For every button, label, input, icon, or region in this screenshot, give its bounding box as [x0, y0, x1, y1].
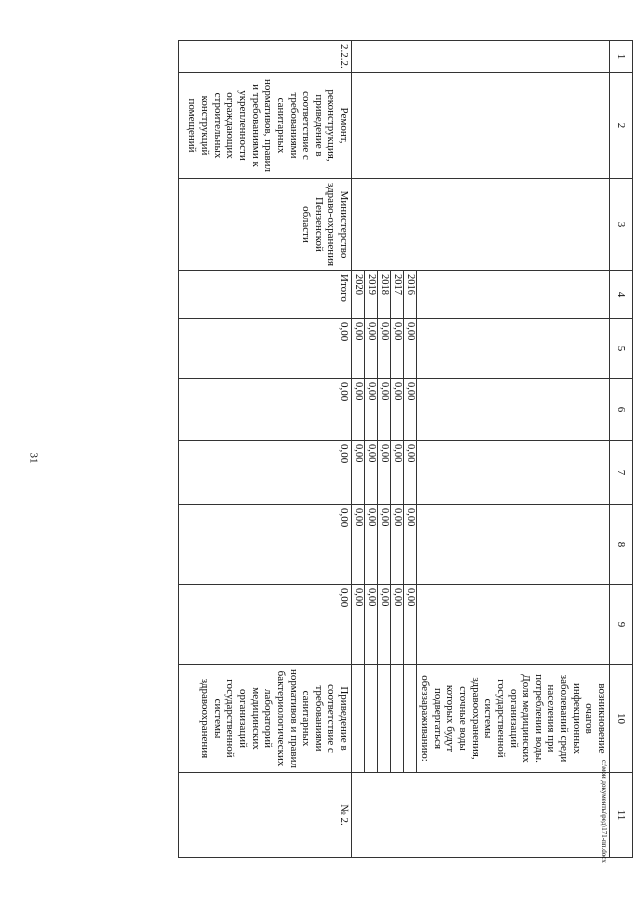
value-cell: 0,00 [365, 319, 378, 379]
empty-cell [417, 585, 610, 665]
result-description: Приведение в соответствие с требованиями санитарных нормативов и правил бактериологических лабораторий медицинских организаций государственной системы здравоохранения [179, 665, 352, 773]
header-cell: 10 [610, 665, 633, 773]
value-cell: 0,00 [378, 319, 391, 379]
empty-cell [352, 73, 610, 179]
value-cell: 0,00 [391, 319, 404, 379]
indicator-number: № 2. [179, 773, 352, 858]
value-cell: 0,00 [365, 585, 378, 665]
activity-name: Ремонт, реконструкция, приведение в соответствие с требованиями санитарных нормативов, правил и требованиями к укрепленности ограждающих строительных конструкций помещений [179, 73, 352, 179]
value-cell: 0,00 [352, 585, 365, 665]
total-label: Итого [179, 271, 352, 319]
value-cell: 0,00 [365, 505, 378, 585]
value-cell: 0,00 [404, 505, 417, 585]
value-cell: 0,00 [391, 441, 404, 505]
empty-cell [417, 319, 610, 379]
empty-cell [352, 41, 610, 73]
value-cell: 0,00 [179, 585, 352, 665]
year-cell: 2019 [365, 271, 378, 319]
empty-cell [365, 665, 378, 773]
value-cell: 0,00 [365, 441, 378, 505]
value-cell: 0,00 [352, 441, 365, 505]
value-cell: 0,00 [404, 319, 417, 379]
value-cell: 0,00 [404, 441, 417, 505]
year-cell: 2018 [378, 271, 391, 319]
year-cell: 2020 [352, 271, 365, 319]
empty-cell [352, 773, 610, 858]
empty-cell [417, 379, 610, 441]
header-cell: 3 [610, 179, 633, 271]
header-cell: 8 [610, 505, 633, 585]
value-cell: 0,00 [378, 585, 391, 665]
header-cell: 2 [610, 73, 633, 179]
header-cell: 1 [610, 41, 633, 73]
value-cell: 0,00 [179, 441, 352, 505]
table-row [179, 41, 352, 858]
result-description: возникновение очагов инфекционных заболеваний среди населения при потреблении воды. Доля медицинских организаций государственной системы здравоохранения, сточные воды которых будут подвергаться обеззараживанию: [417, 665, 610, 773]
value-cell: 0,00 [352, 379, 365, 441]
table-row [417, 41, 610, 858]
item-number: 2.2.2. [179, 41, 352, 73]
value-cell: 0,00 [378, 379, 391, 441]
rotated-table-wrapper [73, 40, 633, 857]
value-cell: 0,00 [352, 505, 365, 585]
header-cell: 7 [610, 441, 633, 505]
page-number: 31 [27, 452, 40, 464]
value-cell: 0,00 [391, 585, 404, 665]
value-cell: 0,00 [179, 505, 352, 585]
footer-path: c:\мои документы\ред\171-пп.docx [600, 760, 608, 863]
executor-name: Министерство здраво-охранения Пензенской области [179, 179, 352, 271]
header-cell: 4 [610, 271, 633, 319]
value-cell: 0,00 [404, 379, 417, 441]
empty-cell [417, 441, 610, 505]
value-cell: 0,00 [391, 505, 404, 585]
value-cell: 0,00 [365, 379, 378, 441]
value-cell: 0,00 [378, 441, 391, 505]
header-row [610, 41, 633, 858]
empty-cell [417, 271, 610, 319]
header-cell: 6 [610, 379, 633, 441]
value-cell: 0,00 [179, 319, 352, 379]
empty-cell [352, 179, 610, 271]
value-cell: 0,00 [378, 505, 391, 585]
year-cell: 2017 [391, 271, 404, 319]
program-table [178, 40, 633, 858]
empty-cell [352, 665, 365, 773]
header-cell: 11 [610, 773, 633, 858]
year-cell: 2016 [404, 271, 417, 319]
empty-cell [391, 665, 404, 773]
value-cell: 0,00 [391, 379, 404, 441]
empty-cell [404, 665, 417, 773]
header-cell: 5 [610, 319, 633, 379]
value-cell: 0,00 [179, 379, 352, 441]
header-cell: 9 [610, 585, 633, 665]
empty-cell [378, 665, 391, 773]
value-cell: 0,00 [352, 319, 365, 379]
empty-cell [417, 505, 610, 585]
value-cell: 0,00 [404, 585, 417, 665]
